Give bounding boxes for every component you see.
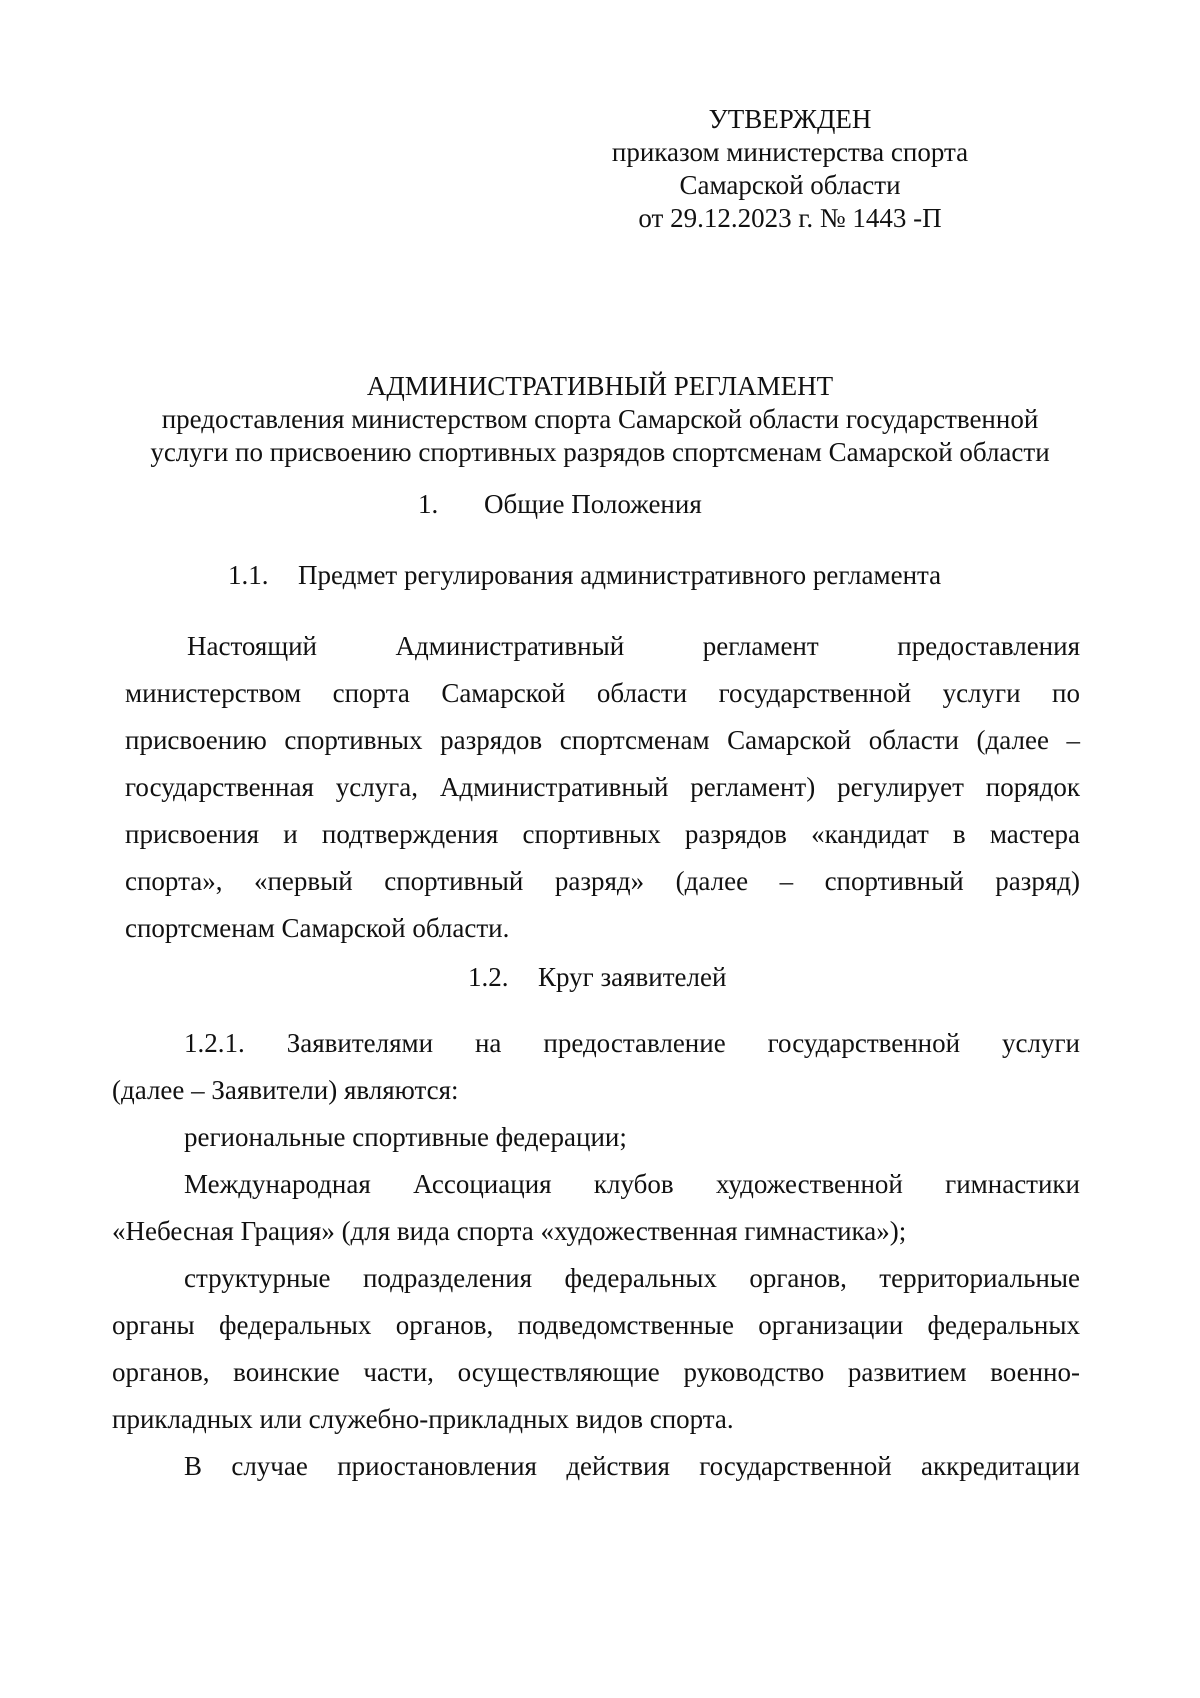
paragraph-line: присвоения и подтверждения спортивных разрядов «кандидат в мастера bbox=[125, 819, 1080, 849]
paragraph-line: 1.2.1. Заявителями на предоставление государственной услуги bbox=[184, 1028, 1080, 1058]
paragraph-line: спортсменам Самарской области. bbox=[125, 913, 510, 943]
approval-status: УТВЕРЖДЕН bbox=[708, 104, 872, 134]
title-subtitle-line-1: предоставления министерством спорта Самарской области государственной bbox=[161, 404, 1039, 434]
paragraph-federal-bodies bbox=[112, 1255, 1080, 1443]
paragraph-line: государственная услуга, Административный регламент) регулирует порядок bbox=[125, 772, 1080, 802]
paragraph-line: региональные спортивные федерации; bbox=[184, 1122, 627, 1152]
paragraph-line: структурные подразделения федеральных органов, территориальные bbox=[184, 1263, 1080, 1293]
section-number: 1. bbox=[418, 489, 439, 519]
paragraph-scope bbox=[125, 623, 1080, 952]
section-number: 1.2. bbox=[468, 962, 509, 992]
paragraph-suspension bbox=[112, 1443, 1080, 1490]
paragraph-line: прикладных или служебно-прикладных видов спорта. bbox=[112, 1404, 734, 1434]
approval-date-number: от 29.12.2023 г. № 1443 -П bbox=[638, 203, 942, 233]
paragraph-line: В случае приостановления действия государственной аккредитации bbox=[184, 1451, 1080, 1481]
paragraph-line: органов, воинские части, осуществляющие руководство развитием военно- bbox=[112, 1357, 1080, 1387]
paragraph-line: «Небесная Грация» (для вида спорта «художественная гимнастика»); bbox=[112, 1216, 907, 1246]
approval-order: приказом министерства спорта bbox=[611, 137, 969, 167]
paragraph-line: (далее – Заявители) являются: bbox=[112, 1075, 459, 1105]
section-heading-1 bbox=[418, 488, 702, 521]
title-main: АДМИНИСТРАТИВНЫЙ РЕГЛАМЕНТ bbox=[366, 371, 834, 401]
section-number: 1.1. bbox=[228, 560, 269, 590]
title-subtitle-line-2: услуги по присвоению спортивных разрядов спортсменам Самарской области bbox=[150, 437, 1050, 467]
document-title bbox=[100, 370, 1100, 469]
paragraph-association bbox=[112, 1161, 1080, 1255]
approval-block bbox=[600, 103, 980, 235]
section-heading-1-2 bbox=[468, 961, 726, 994]
paragraph-line: спорта», «первый спортивный разряд» (далее – спортивный разряд) bbox=[125, 866, 1080, 896]
paragraph-line: Настоящий Административный регламент предоставления bbox=[187, 631, 1080, 661]
section-title: Круг заявителей bbox=[538, 962, 727, 992]
section-title: Общие Положения bbox=[484, 489, 702, 519]
paragraph-regional-federations bbox=[112, 1114, 1080, 1161]
paragraph-line: Международная Ассоциация клубов художественной гимнастики bbox=[184, 1169, 1080, 1199]
section-title: Предмет регулирования административного регламента bbox=[298, 560, 942, 590]
paragraph-line: органы федеральных органов, подведомственные организации федеральных bbox=[112, 1310, 1080, 1340]
paragraph-line: министерством спорта Самарской области государственной услуги по bbox=[125, 678, 1080, 708]
approval-region: Самарской области bbox=[679, 170, 901, 200]
paragraph-line: присвоению спортивных разрядов спортсменам Самарской области (далее – bbox=[125, 725, 1080, 755]
paragraph-applicants bbox=[112, 1020, 1080, 1114]
section-heading-1-1 bbox=[228, 559, 941, 592]
